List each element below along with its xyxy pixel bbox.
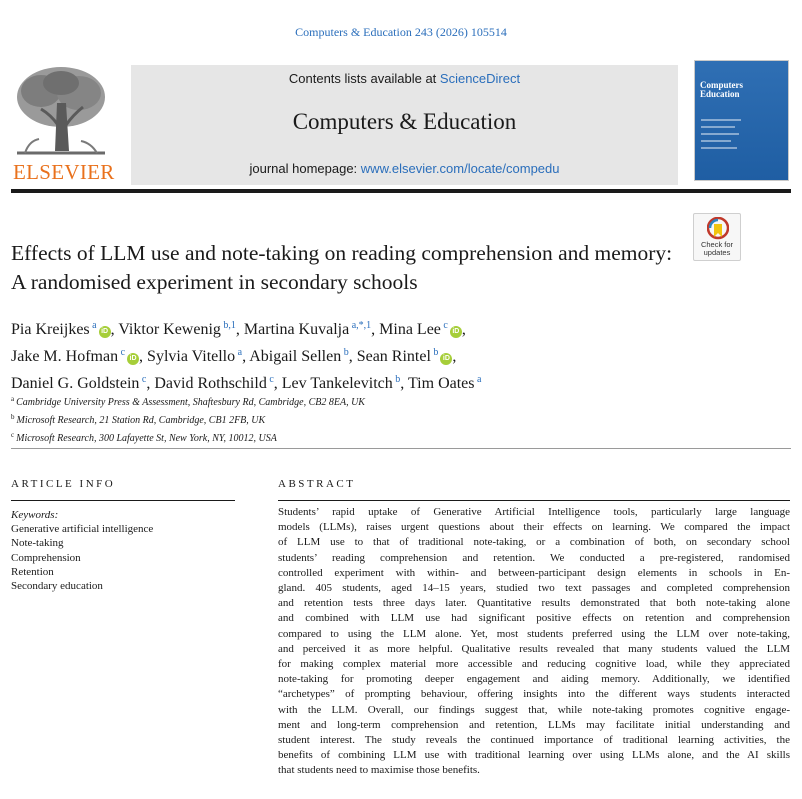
affiliation-marker[interactable]: c <box>266 374 274 385</box>
abstract-text <box>278 505 790 779</box>
updates-text <box>694 241 740 257</box>
affiliation-item <box>11 428 611 446</box>
author-separator: , <box>461 321 466 338</box>
affiliation-marker[interactable]: a,*,1 <box>349 320 372 331</box>
affiliation-marker[interactable]: c <box>118 347 126 358</box>
cover-title-line1: Computers <box>700 80 743 90</box>
affiliation-marker[interactable]: b <box>392 374 401 385</box>
author-name[interactable] <box>249 348 352 365</box>
cover-title <box>700 81 785 99</box>
affiliation-text: Cambridge University Press & Assessment, Shaftesbury Rd, Cambridge, CB2 8EA, UK <box>16 397 365 408</box>
abstract-line: “archetypes” of prompting behaviour, offering insights into the different ways students interacted <box>278 688 790 701</box>
abstract-line: and perceived it as more helpful. Qualitative results revealed that many students valued the LLM <box>278 642 790 655</box>
keyword-item: Note-taking <box>11 537 64 550</box>
author-name-text: Abigail Sellen <box>249 348 342 365</box>
author-name-text: Tim Oates <box>407 375 475 392</box>
affiliation-marker[interactable]: a <box>474 374 482 385</box>
sciencedirect-link[interactable]: ScienceDirect <box>439 71 521 86</box>
orcid-icon[interactable]: iD <box>450 326 462 338</box>
journal-cover-thumbnail[interactable] <box>694 60 789 181</box>
abstract-line: compared to using the LLM alone. Yet, most students preferred using the LLM over note-taking, <box>278 627 790 640</box>
abstract-line: for making complex material more accessible and reducing cognitive load, while they appreciated <box>278 658 790 671</box>
keyword-item: Comprehension <box>11 551 81 564</box>
abstract-line: and combined with LLM use had significant positive effects on retention and comprehension <box>278 612 790 625</box>
abstract-line: and retention tests three days later. Quantitative results demonstrated that both note-taking alone <box>278 597 790 610</box>
abstract-line: that students need to maximise those benefits. <box>278 764 480 777</box>
abstract-line: Students’ rapid uptake of Generative Artificial Intelligence tools, particularly large language <box>278 506 790 518</box>
cover-title-line2: Education <box>700 89 740 99</box>
homepage-prefix: journal homepage: <box>249 161 361 176</box>
author-name[interactable] <box>379 321 466 338</box>
author-name[interactable] <box>408 375 481 392</box>
author-name-text: Sean Rintel <box>356 348 431 365</box>
author-name[interactable] <box>11 321 115 338</box>
abstract-line: students’ reading comprehension and retention. We conducted a pre-registered, randomised <box>278 551 790 564</box>
orcid-icon[interactable]: iD <box>440 353 452 365</box>
abstract-line: of LLM use to that of traditional note-taking, or a combination of both, on secondary school <box>278 536 790 549</box>
affiliation-marker[interactable]: b <box>430 347 439 358</box>
author-name-text: Pia Kreijkes <box>11 321 90 338</box>
authors-divider <box>11 448 791 449</box>
abstract-line: controlled experiment with within- and between-participant design elements in schools in En- <box>278 566 790 579</box>
affiliation-marker[interactable]: b <box>341 347 349 358</box>
affiliation-list <box>11 392 611 446</box>
author-name[interactable] <box>282 375 404 392</box>
article-info-heading: ARTICLE INFO <box>11 478 116 490</box>
author-name-text: David Rothschild <box>154 375 267 392</box>
author-name-text: Jake M. Hofman <box>11 348 119 365</box>
contents-prefix: Contents lists available at <box>288 71 440 86</box>
affiliation-marker[interactable]: b,1 <box>220 320 236 331</box>
author-name-text: Daniel G. Goldstein <box>11 375 140 392</box>
affiliation-marker: c <box>11 431 15 439</box>
article-info-rule <box>11 500 235 501</box>
keyword-list <box>11 522 236 593</box>
header-divider <box>11 189 791 193</box>
journal-name: Computers & Education <box>292 109 517 134</box>
bookmark-ribbon-icon <box>707 217 729 241</box>
author-separator: , <box>110 321 115 338</box>
affiliation-marker[interactable]: a <box>89 320 97 331</box>
author-name[interactable] <box>118 321 240 338</box>
affiliation-item <box>11 392 611 410</box>
elsevier-wordmark[interactable]: ELSEVIER <box>13 160 115 184</box>
journal-homepage-line <box>131 161 678 176</box>
author-name-text: Sylvia Vitello <box>147 348 236 365</box>
affiliation-item <box>11 410 611 428</box>
author-name-text: Lev Tankelevitch <box>281 375 393 392</box>
abstract-line: with the LLM. Overall, our findings suggest that, while note-taking promotes cognitive engage- <box>278 703 790 716</box>
orcid-icon[interactable]: iD <box>99 326 111 338</box>
affiliation-text: Microsoft Research, 300 Lafayette St, New York, NY, 10012, USA <box>16 433 277 444</box>
author-separator: , <box>371 321 376 338</box>
keyword-item: Generative artificial intelligence <box>11 523 154 536</box>
keywords-label: Keywords: <box>11 509 59 521</box>
abstract-heading: ABSTRACT <box>278 478 356 490</box>
author-separator: , <box>452 348 457 365</box>
author-separator: , <box>242 348 247 365</box>
keywords-block <box>11 508 236 593</box>
affiliation-marker[interactable]: c <box>440 320 448 331</box>
author-name[interactable] <box>11 348 143 365</box>
abstract-line: student interest. The study reveals the continued importance of traditional learning activities, the <box>278 734 790 747</box>
abstract-line: note-taking for promoting deeper engagement and aiding memory. Additionally, we identified <box>278 673 790 686</box>
journal-masthead <box>131 65 678 185</box>
author-name[interactable] <box>357 348 457 365</box>
author-separator: , <box>146 375 151 392</box>
abstract-line: models (LLMs), raises urgent questions about their effects on learning. We compared the impact <box>278 521 790 534</box>
keyword-item: Secondary education <box>11 580 103 593</box>
contents-availability-line <box>131 71 678 86</box>
abstract-line: ment and long-term comprehension and retention, LLMs may facilitate initial understanding and <box>278 718 790 731</box>
author-separator: , <box>273 375 278 392</box>
affiliation-marker[interactable]: a <box>235 347 243 358</box>
author-name[interactable] <box>147 348 246 365</box>
abstract-line: benefits of combining LLM use with traditional learning over using LLMs alone, and the AI skills <box>278 749 790 762</box>
affiliation-text: Microsoft Research, 21 Station Rd, Cambridge, CB1 2FB, UK <box>16 415 266 426</box>
author-separator: , <box>348 348 353 365</box>
author-separator: , <box>139 348 144 365</box>
author-name-text: Viktor Kewenig <box>118 321 221 338</box>
article-title: Effects of LLM use and note-taking on reading comprehension and memory: A randomised experiment in secondary schools <box>11 241 673 294</box>
author-name-text: Mina Lee <box>379 321 441 338</box>
updates-text-line2: updates <box>703 248 731 257</box>
author-name[interactable] <box>11 375 150 392</box>
journal-homepage-link[interactable]: www.elsevier.com/locate/compedu <box>360 161 560 176</box>
author-separator: , <box>235 321 240 338</box>
abstract-line: gland. 405 students, aged 14–15 years, studied two text passages and completed comprehension <box>278 582 790 595</box>
affiliation-marker: a <box>11 395 15 403</box>
author-name[interactable] <box>154 375 277 392</box>
author-name-text: Martina Kuvalja <box>243 321 350 338</box>
journal-citation[interactable]: Computers & Education 243 (2026) 105514 <box>295 25 507 39</box>
author-list <box>11 314 701 395</box>
check-for-updates-button[interactable] <box>693 213 741 261</box>
author-separator: , <box>400 375 405 392</box>
cover-contents-lines <box>701 119 741 154</box>
abstract-rule <box>278 500 790 501</box>
author-name[interactable] <box>244 321 375 338</box>
updates-text-line1: Check for <box>700 240 734 249</box>
keyword-item: Retention <box>11 565 54 578</box>
affiliation-marker[interactable]: c <box>139 374 147 385</box>
orcid-icon[interactable]: iD <box>127 353 139 365</box>
affiliation-marker: b <box>11 413 15 421</box>
